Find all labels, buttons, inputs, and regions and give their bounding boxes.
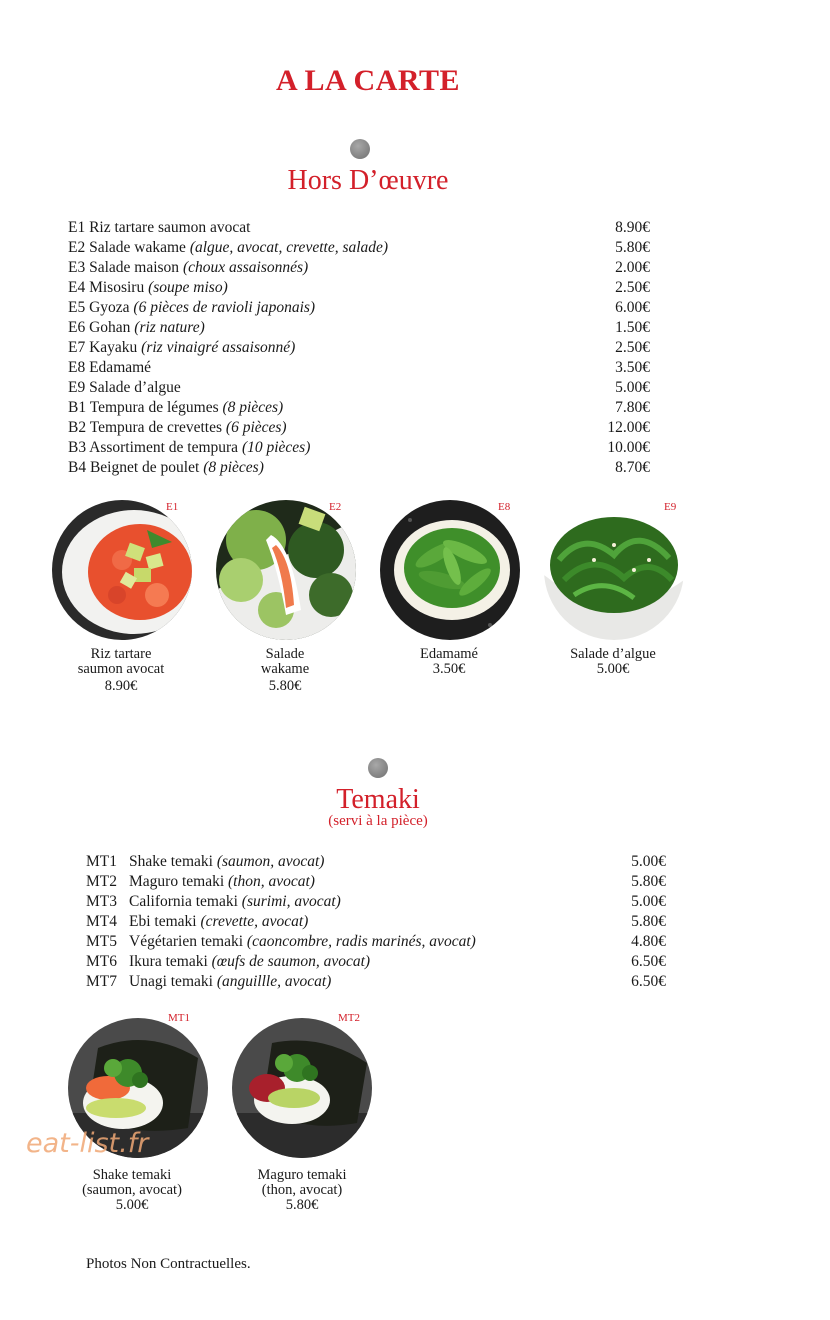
menu-item: MT7 Unagi temaki (anguillle, avocat) 6.50€ xyxy=(86,973,666,990)
item-price: 8.90€ xyxy=(615,219,650,236)
item-price: 5.00€ xyxy=(631,893,666,910)
hors-doeuvre-title: Hors D’œuvre xyxy=(287,165,449,196)
menu-item: E6 Gohan (riz nature) 1.50€ xyxy=(68,319,650,336)
item-price: 2.00€ xyxy=(615,259,650,276)
photo-caption: Edamamé 3.50€ xyxy=(374,647,524,677)
photo-salade-wakame xyxy=(216,500,356,640)
item-price: 10.00€ xyxy=(607,439,650,456)
page-title: A LA CARTE xyxy=(276,64,460,97)
photo-tag: MT2 xyxy=(338,1012,360,1024)
item-price: 5.00€ xyxy=(615,379,650,396)
photo-tag: MT1 xyxy=(168,1012,190,1024)
photo-price: 3.50€ xyxy=(432,661,466,677)
menu-item: E3 Salade maison (choux assaisonnés) 2.00€ xyxy=(68,259,650,276)
item-price: 6.50€ xyxy=(631,953,666,970)
photo-salade-algue xyxy=(544,500,684,640)
item-price: 5.80€ xyxy=(631,913,666,930)
menu-item: E2 Salade wakame (algue, avocat, crevette, salade) 5.80€ xyxy=(68,239,650,256)
temaki-menu xyxy=(86,852,666,992)
menu-item: E8 Edamamé 3.50€ xyxy=(68,359,650,376)
item-price: 5.80€ xyxy=(631,873,666,890)
menu-item: B3 Assortiment de tempura (10 pièces) 10.00€ xyxy=(68,439,650,456)
menu-item: MT1 Shake temaki (saumon, avocat) 5.00€ xyxy=(86,853,666,870)
photo-tag: E1 xyxy=(166,501,179,513)
photo-caption: Maguro temaki (thon, avocat) 5.80€ xyxy=(227,1168,377,1213)
menu-item: E1 Riz tartare saumon avocat 8.90€ xyxy=(68,219,650,236)
item-price: 7.80€ xyxy=(615,399,650,416)
photo-price: 8.90€ xyxy=(104,678,138,694)
menu-item: MT2 Maguro temaki (thon, avocat) 5.80€ xyxy=(86,873,666,890)
temaki-subtitle: (servi à la pièce) xyxy=(328,813,428,829)
footer-disclaimer: Photos Non Contractuelles. xyxy=(86,1256,251,1272)
menu-item: B2 Tempura de crevettes (6 pièces) 12.00€ xyxy=(68,419,650,436)
photo-maguro-temaki xyxy=(232,1018,372,1158)
photo-caption: Salade wakame 5.80€ xyxy=(210,647,360,694)
temaki-title: Temaki xyxy=(336,784,420,815)
item-price: 1.50€ xyxy=(615,319,650,336)
photo-edamame xyxy=(380,500,520,640)
photo-riz-tartare xyxy=(52,500,192,640)
item-price: 2.50€ xyxy=(615,279,650,296)
item-price: 4.80€ xyxy=(631,933,666,950)
hors-doeuvre-menu xyxy=(68,218,650,478)
menu-item: MT3 California temaki (surimi, avocat) 5.00€ xyxy=(86,893,666,910)
photo-price: 5.80€ xyxy=(268,678,302,694)
menu-item: MT6 Ikura temaki (œufs de saumon, avocat) 6.50€ xyxy=(86,953,666,970)
photo-caption: Salade d’algue 5.00€ xyxy=(538,647,688,677)
photo-price: 5.00€ xyxy=(596,661,630,677)
photo-caption: Shake temaki (saumon, avocat) 5.00€ xyxy=(57,1168,207,1213)
item-price: 8.70€ xyxy=(615,459,650,476)
menu-item: E4 Misosiru (soupe miso) 2.50€ xyxy=(68,279,650,296)
menu-item: MT5 Végétarien temaki (caoncombre, radis marinés, avocat) 4.80€ xyxy=(86,933,666,950)
item-price: 5.00€ xyxy=(631,853,666,870)
menu-item: B4 Beignet de poulet (8 pièces) 8.70€ xyxy=(68,459,650,476)
menu-item: B1 Tempura de légumes (8 pièces) 7.80€ xyxy=(68,399,650,416)
menu-item: MT4 Ebi temaki (crevette, avocat) 5.80€ xyxy=(86,913,666,930)
item-price: 6.50€ xyxy=(631,973,666,990)
photo-tag: E9 xyxy=(664,501,677,513)
watermark: eat-list.fr xyxy=(26,1128,149,1159)
section-divider-dot xyxy=(350,139,370,159)
photo-price: 5.00€ xyxy=(115,1197,149,1213)
item-price: 12.00€ xyxy=(607,419,650,436)
item-price: 5.80€ xyxy=(615,239,650,256)
item-price: 6.00€ xyxy=(615,299,650,316)
menu-item: E5 Gyoza (6 pièces de ravioli japonais) 6.00€ xyxy=(68,299,650,316)
photo-price: 5.80€ xyxy=(285,1197,319,1213)
photo-caption: Riz tartare saumon avocat 8.90€ xyxy=(46,647,196,694)
item-price: 3.50€ xyxy=(615,359,650,376)
menu-item: E7 Kayaku (riz vinaigré assaisonné) 2.50€ xyxy=(68,339,650,356)
photo-tag: E2 xyxy=(329,501,342,513)
menu-item: E9 Salade d’algue 5.00€ xyxy=(68,379,650,396)
photo-tag: E8 xyxy=(498,501,511,513)
section-divider-dot xyxy=(368,758,388,778)
item-price: 2.50€ xyxy=(615,339,650,356)
